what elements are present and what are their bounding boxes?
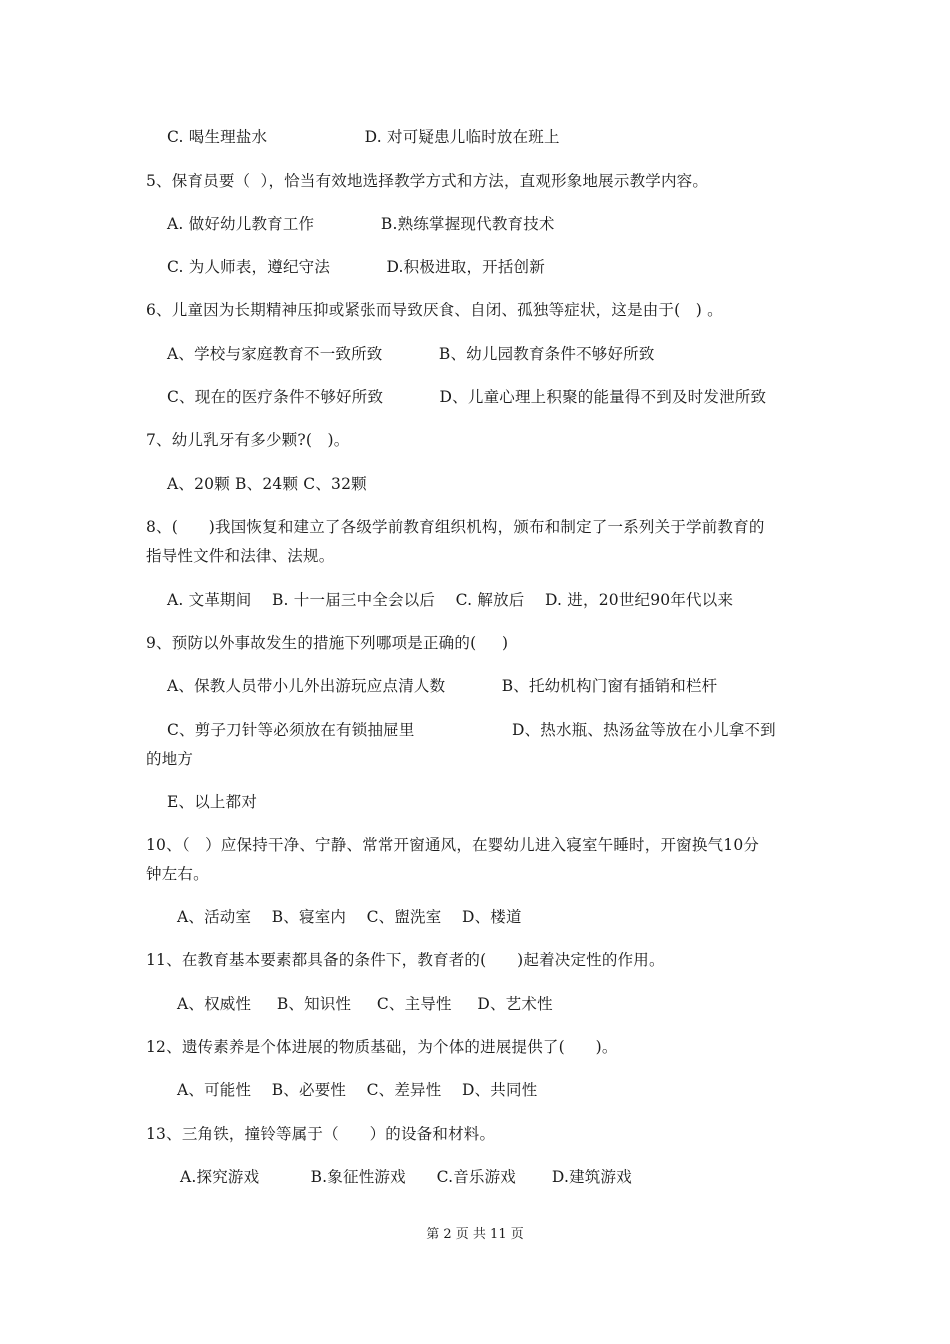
- q5-options-ab: A. 做好幼儿教育工作 B.熟练掌握现代教育技术: [167, 215, 555, 233]
- question-7: 7、幼儿乳牙有多少颗?( )。: [146, 431, 350, 449]
- q5-options-cd: C. 为人师表，遵纪守法 D.积极进取，开括创新: [167, 258, 545, 276]
- question-8: 8、( )我国恢复和建立了各级学前教育组织机构，颁布和制定了一系列关于学前教育的: [146, 518, 765, 536]
- question-10-continued: 钟左右。: [146, 865, 209, 883]
- q9-options-cd: C、剪子刀针等必须放在有锁抽屉里 D、热水瓶、热汤盆等放在小儿拿不到: [167, 721, 776, 739]
- q9-options-cd-continued: 的地方: [146, 750, 194, 768]
- question-6: 6、儿童因为长期精神压抑或紧张而导致厌食、自闭、孤独等症状，这是由于( ) 。: [146, 301, 723, 319]
- q9-option-e: E、以上都对: [167, 793, 258, 811]
- q7-options: A、20颗 B、24颗 C、32颗: [167, 475, 367, 493]
- question-12: 12、遗传素养是个体进展的物质基础，为个体的进展提供了( )。: [146, 1038, 618, 1056]
- q8-options: A. 文革期间 B. 十一届三中全会以后 C. 解放后 D. 进，20世纪90年代以来: [167, 591, 734, 609]
- q9-options-ab: A、保教人员带小儿外出游玩应点清人数 B、托幼机构门窗有插销和栏杆: [167, 677, 718, 695]
- q11-options: A、权威性 B、知识性 C、主导性 D、艺术性: [177, 995, 553, 1013]
- page-footer: 第 2 页 共 11 页: [426, 1227, 524, 1242]
- question-13: 13、三角铁，撞铃等属于（ ）的设备和材料。: [146, 1125, 496, 1143]
- question-10: 10、（ ）应保持干净、宁静、常常开窗通风，在婴幼儿进入寝室午睡时，开窗换气10分: [146, 836, 760, 854]
- q4-options-cd: C. 喝生理盐水 D. 对可疑患儿临时放在班上: [167, 128, 560, 146]
- question-11: 11、在教育基本要素都具备的条件下，教育者的( )起着决定性的作用。: [146, 951, 665, 969]
- question-5: 5、保育员要（ ），恰当有效地选择教学方式和方法，直观形象地展示教学内容。: [146, 172, 709, 190]
- question-8-continued: 指导性文件和法律、法规。: [146, 547, 335, 565]
- q10-options: A、活动室 B、寝室内 C、盥洗室 D、楼道: [177, 908, 522, 926]
- q6-options-ab: A、学校与家庭教育不一致所致 B、幼儿园教育条件不够好所致: [167, 345, 655, 363]
- question-9: 9、预防以外事故发生的措施下列哪项是正确的( ): [146, 634, 509, 652]
- q12-options: A、可能性 B、必要性 C、差异性 D、共同性: [177, 1081, 538, 1099]
- q13-options: A.探究游戏 B.象征性游戏 C.音乐游戏 D.建筑游戏: [180, 1168, 632, 1186]
- q6-options-cd: C、现在的医疗条件不够好所致 D、儿童心理上积聚的能量得不到及时发泄所致: [167, 388, 767, 406]
